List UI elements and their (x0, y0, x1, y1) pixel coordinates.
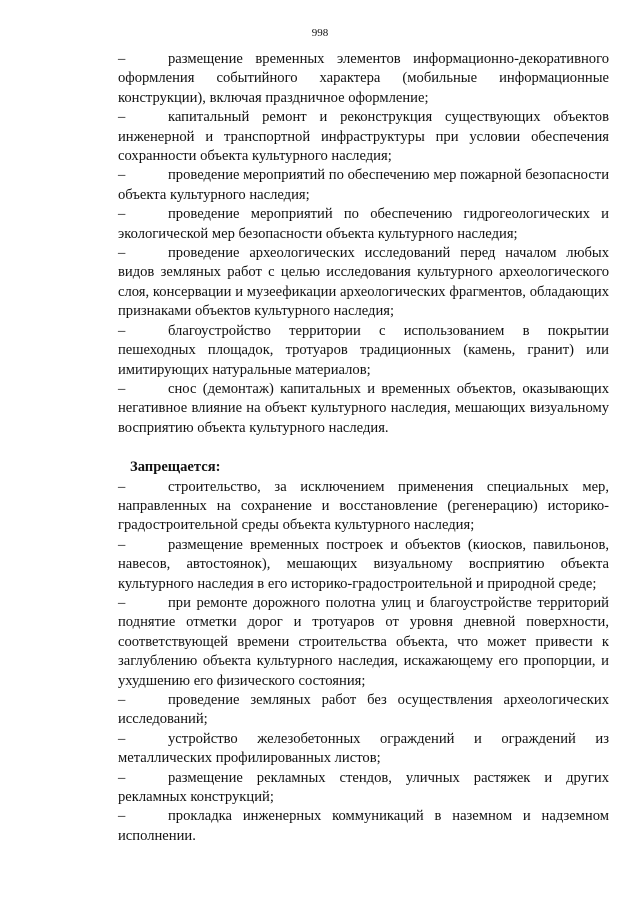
list-item-text: снос (демонтаж) капитальных и временных объектов, оказывающих негативное влияние на объект культурного наследия, мешающих визуальному восприятию объекта культурного наследия. (118, 380, 609, 436)
list-item-text: благоустройство территории с использованием в покрытии пешеходных площадок, тротуаров традиционных (камень, гранит) или имитирующих натуральные материалов; (118, 322, 609, 378)
list-item (118, 730, 609, 769)
dash-bullet: – (118, 109, 126, 126)
dash-bullet: – (118, 380, 126, 397)
list-item (118, 380, 609, 438)
dash-bullet: – (118, 206, 126, 223)
list-item (118, 166, 609, 205)
list-item-text: проведение археологических исследований перед началом любых видов земляных работ с целью исследования культурного археологического слоя, консервации и музеефикации археологических фрагментов, обладающих признаками объектов культурного наследия; (118, 245, 609, 320)
list-item (118, 205, 609, 244)
dash-bullet: – (118, 769, 126, 786)
dash-bullet: – (118, 322, 126, 339)
prohibited-list (118, 478, 609, 847)
dash-bullet: – (118, 730, 126, 747)
list-item (118, 536, 609, 594)
list-item-text: проведение мероприятий по обеспечению мер пожарной безопасности объекта культурного наследия; (118, 167, 609, 203)
list-item-text: при ремонте дорожного полотна улиц и благоустройстве территорий поднятие отметки дорог и тротуаров от уровня дневной поверхности, соответствующей времени строительства объекта, что может привести к заглублению объекта культурного наследия, искажающему его пропорции, и ухудшению его физического состояния; (118, 594, 609, 689)
list-item (118, 478, 609, 536)
list-item (118, 322, 609, 380)
document-body (118, 50, 609, 846)
dash-bullet: – (118, 536, 126, 553)
list-item (118, 691, 609, 730)
list-item (118, 244, 609, 322)
list-item-text: размещение временных элементов информационно-декоративного оформления событийного характера (мобильные информационные конструкции), включая праздничное оформление; (118, 51, 609, 106)
list-item (118, 594, 609, 691)
list-item-text: капитальный ремонт и реконструкция существующих объектов инженерной и транспортной инфраструктуры при условии обеспечения сохранности объекта культурного наследия; (118, 109, 609, 165)
list-item-text: размещение рекламных стендов, уличных растяжек и других рекламных конструкций; (118, 769, 609, 806)
list-item (118, 807, 609, 846)
dash-bullet: – (118, 594, 126, 611)
section-gap (118, 438, 609, 458)
dash-bullet: – (118, 51, 126, 67)
allowed-list (118, 50, 609, 438)
list-item (118, 50, 609, 108)
list-item-text: проведение мероприятий по обеспечению гидрогеологических и экологической мер безопасности объекта культурного наследия; (118, 206, 609, 242)
dash-bullet: – (118, 808, 126, 825)
page-number: 998 (311, 27, 329, 39)
dash-bullet: – (118, 167, 126, 184)
list-item-text: строительство, за исключением применения специальных мер, направленных на сохранение и восстановление (регенерацию) историко-градостроительной среды объекта культурного наследия; (118, 478, 609, 534)
dash-bullet: – (118, 692, 126, 708)
dash-bullet: – (118, 478, 126, 495)
prohibited-heading: Запрещается: (130, 459, 221, 476)
list-item-text: проведение земляных работ без осуществления археологических исследований; (118, 692, 609, 728)
list-item-text: размещение временных построек и объектов (киосков, павильонов, навесов, автостоянок), мешающих визуальному восприятию объекта культурного наследия в его историко-градостроительной и природной среде; (118, 536, 609, 592)
list-item (118, 108, 609, 166)
list-item-text: прокладка инженерных коммуникаций в наземном и надземном исполнении. (118, 808, 609, 844)
list-item-text: устройство железобетонных ограждений и ограждений из металлических профилированных листов; (118, 730, 609, 767)
list-item (118, 769, 609, 808)
dash-bullet: – (118, 245, 126, 262)
